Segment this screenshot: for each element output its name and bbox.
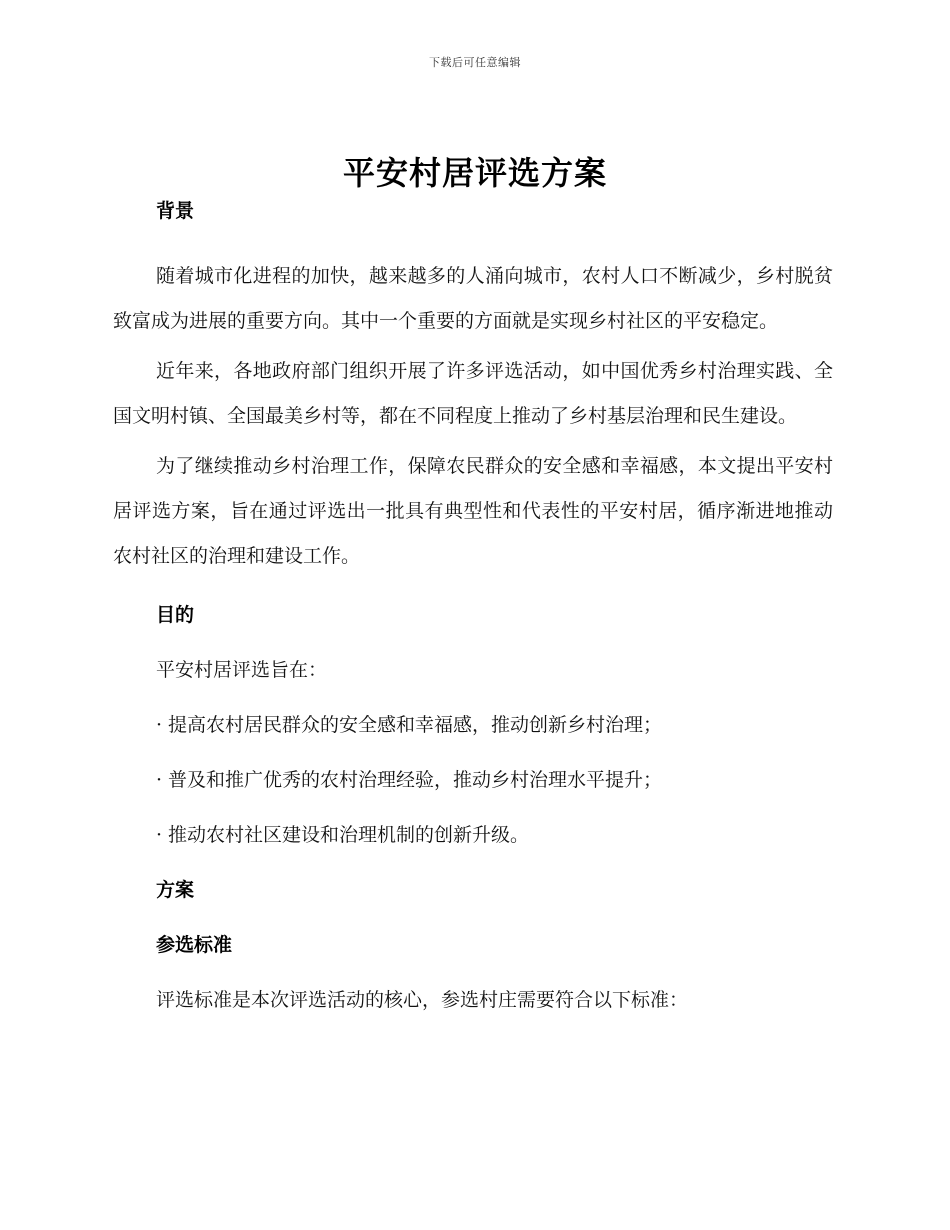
section-heading-purpose: 目的 [156, 604, 195, 626]
document-body [113, 198, 833, 1013]
purpose-intro: 平安村居评选旨在： [156, 659, 328, 681]
section-heading-plan: 方案 [156, 879, 195, 901]
document-title: 平安村居评选方案 [342, 154, 607, 192]
paragraph-background-1: 随着城市化进程的加快，越来越多的人涌向城市，农村人口不断减少，乡村脱贫致富成为进展的重要方向。其中一个重要的方面就是实现乡村社区的平安稳定。 [113, 265, 833, 332]
bullet-icon: · [156, 714, 163, 736]
section-heading-criteria: 参选标准 [156, 934, 233, 956]
paragraph-background-2: 近年来，各地政府部门组织开展了许多评选活动，如中国优秀乡村治理实践、全国文明村镇、全国最美乡村等，都在不同程度上推动了乡村基层治理和民生建设。 [113, 360, 833, 427]
list-item [113, 767, 833, 793]
bullet-icon: · [156, 769, 163, 791]
page-header: 下载后可任意编辑 [429, 56, 521, 69]
list-item [113, 822, 833, 848]
bullet-icon: · [156, 824, 163, 846]
bullet-text: 推动农村社区建设和治理机制的创新升级。 [168, 824, 530, 846]
list-item [113, 712, 833, 738]
section-heading-background: 背景 [156, 200, 195, 222]
paragraph-background-3: 为了继续推动乡村治理工作，保障农民群众的安全感和幸福感，本文提出平安村居评选方案，旨在通过评选出一批具有典型性和代表性的平安村居，循序渐进地推动农村社区的治理和建设工作。 [113, 455, 833, 567]
bullet-text: 普及和推广优秀的农村治理经验，推动乡村治理水平提升； [168, 769, 663, 791]
bullet-text: 提高农村居民群众的安全感和幸福感，推动创新乡村治理； [168, 714, 663, 736]
criteria-intro: 评选标准是本次评选活动的核心，参选村庄需要符合以下标准： [156, 989, 689, 1011]
